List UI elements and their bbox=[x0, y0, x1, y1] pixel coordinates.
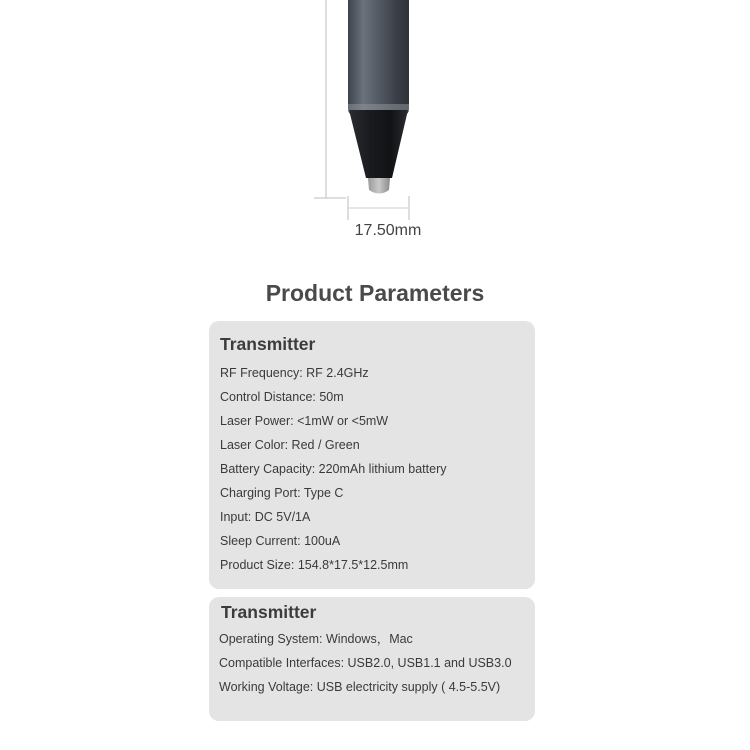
spec-card-title: Transmitter bbox=[220, 334, 316, 354]
spec-card-transmitter bbox=[209, 321, 535, 589]
spec-list bbox=[219, 627, 535, 699]
section-title: Product Parameters bbox=[265, 280, 485, 306]
spec-operating-system: Operating System: Windows，Mac bbox=[219, 632, 413, 646]
spec-battery-capacity: Battery Capacity: 220mAh lithium battery bbox=[220, 462, 447, 476]
width-dimension-label: 17.50mm bbox=[354, 222, 422, 239]
spec-compatible-interfaces: Compatible Interfaces: USB2.0, USB1.1 and USB3.0 bbox=[219, 656, 512, 670]
spec-input: Input: DC 5V/1A bbox=[220, 510, 311, 524]
spec-list bbox=[220, 361, 535, 577]
spec-sleep-current: Sleep Current: 100uA bbox=[220, 534, 341, 548]
spec-charging-port: Charging Port: Type C bbox=[220, 486, 344, 500]
spec-product-size: Product Size: 154.8*17.5*12.5mm bbox=[220, 558, 409, 572]
spec-card-receiver bbox=[209, 597, 535, 721]
spec-laser-color: Laser Color: Red / Green bbox=[220, 438, 360, 452]
spec-control-distance: Control Distance: 50m bbox=[220, 390, 344, 404]
laser-pointer-pen-illustration bbox=[0, 0, 750, 260]
spec-working-voltage: Working Voltage: USB electricity supply ( 4.5-5.5V) bbox=[219, 680, 501, 694]
spec-rf-frequency: RF Frequency: RF 2.4GHz bbox=[220, 366, 369, 380]
spec-laser-power: Laser Power: <1mW or <5mW bbox=[220, 414, 389, 428]
spec-card-title: Transmitter bbox=[221, 602, 317, 622]
product-image-area bbox=[0, 0, 750, 260]
